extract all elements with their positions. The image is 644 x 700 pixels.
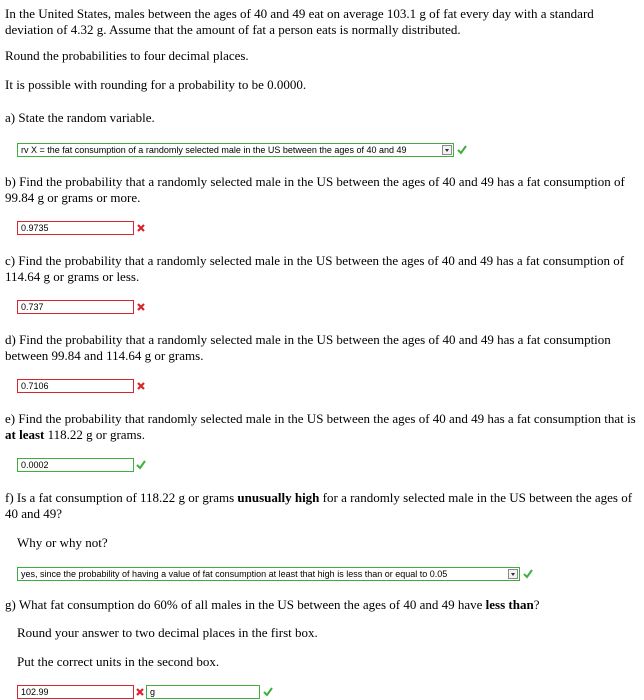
answer-b-value: 0.9735 — [21, 223, 49, 233]
why-prompt: Why or why not? — [17, 535, 108, 550]
round-instruction: Round the probabilities to four decimal places. — [5, 48, 249, 63]
cross-icon — [136, 223, 146, 233]
answer-d-value: 0.7106 — [21, 381, 49, 391]
answer-f-value: yes, since the probability of having a value of fat consumption at least that high is less than or equal to 0.05 — [21, 569, 448, 579]
check-icon — [457, 145, 467, 155]
answer-g-unit: g — [150, 687, 156, 697]
answer-g-value: 102.99 — [21, 687, 49, 697]
answer-e-value: 0.0002 — [21, 460, 49, 470]
cross-icon — [135, 687, 145, 697]
dropdown-arrow-icon[interactable] — [508, 569, 518, 579]
cross-icon — [136, 381, 146, 391]
round-two-decimals-note: Round your answer to two decimal places in the first box. — [17, 625, 318, 640]
question-e: e) Find the probability that randomly selected male in the US between the ages of 40 and 49 has a fat consumption that is at least 118.22 g or grams. — [5, 411, 636, 442]
answer-c-value: 0.737 — [21, 302, 44, 312]
units-note: Put the correct units in the second box. — [17, 654, 220, 669]
answer-g-value-input[interactable] — [17, 685, 134, 699]
check-icon — [523, 569, 533, 579]
answer-f-select[interactable] — [17, 567, 520, 581]
answer-b-input[interactable] — [17, 221, 134, 235]
answer-a-value: rv X = the fat consumption of a randomly selected male in the US between the ages of 40 and 49 — [21, 145, 407, 155]
rounding-note: It is possible with rounding for a probability to be 0.0000. — [5, 77, 307, 92]
answer-e-input[interactable] — [17, 458, 134, 472]
problem-statement: In the United States, males between the ages of 40 and 49 eat on average 103.1 g of fat every day with a standard deviation of 4.32 g. Assume that the amount of fat a person eats is normally distributed. — [5, 6, 594, 37]
check-icon — [136, 460, 146, 470]
answer-g-unit-input[interactable] — [146, 685, 260, 699]
question-c: c) Find the probability that a randomly selected male in the US between the ages of 40 and 49 has a fat consumption of 114.64 g or grams or less. — [5, 253, 625, 284]
question-f: f) Is a fat consumption of 118.22 g or grams unusually high for a randomly selected male in the US between the ages of 40 and 49? — [5, 490, 633, 521]
question-d: d) Find the probability that a randomly selected male in the US between the ages of 40 and 49 has a fat consumption between 99.84 and 114.64 g or grams. — [5, 332, 611, 363]
question-g: g) What fat consumption do 60% of all males in the US between the ages of 40 and 49 have less than? — [5, 597, 540, 612]
answer-c-input[interactable] — [17, 300, 134, 314]
answer-a-select[interactable] — [17, 143, 454, 157]
dropdown-arrow-icon[interactable] — [442, 145, 452, 155]
answer-d-input[interactable] — [17, 379, 134, 393]
cross-icon — [136, 302, 146, 312]
question-a: a) State the random variable. — [5, 110, 155, 125]
question-b: b) Find the probability that a randomly selected male in the US between the ages of 40 and 49 has a fat consumption of 99.84 g or grams or more. — [5, 174, 625, 205]
check-icon — [263, 687, 273, 697]
